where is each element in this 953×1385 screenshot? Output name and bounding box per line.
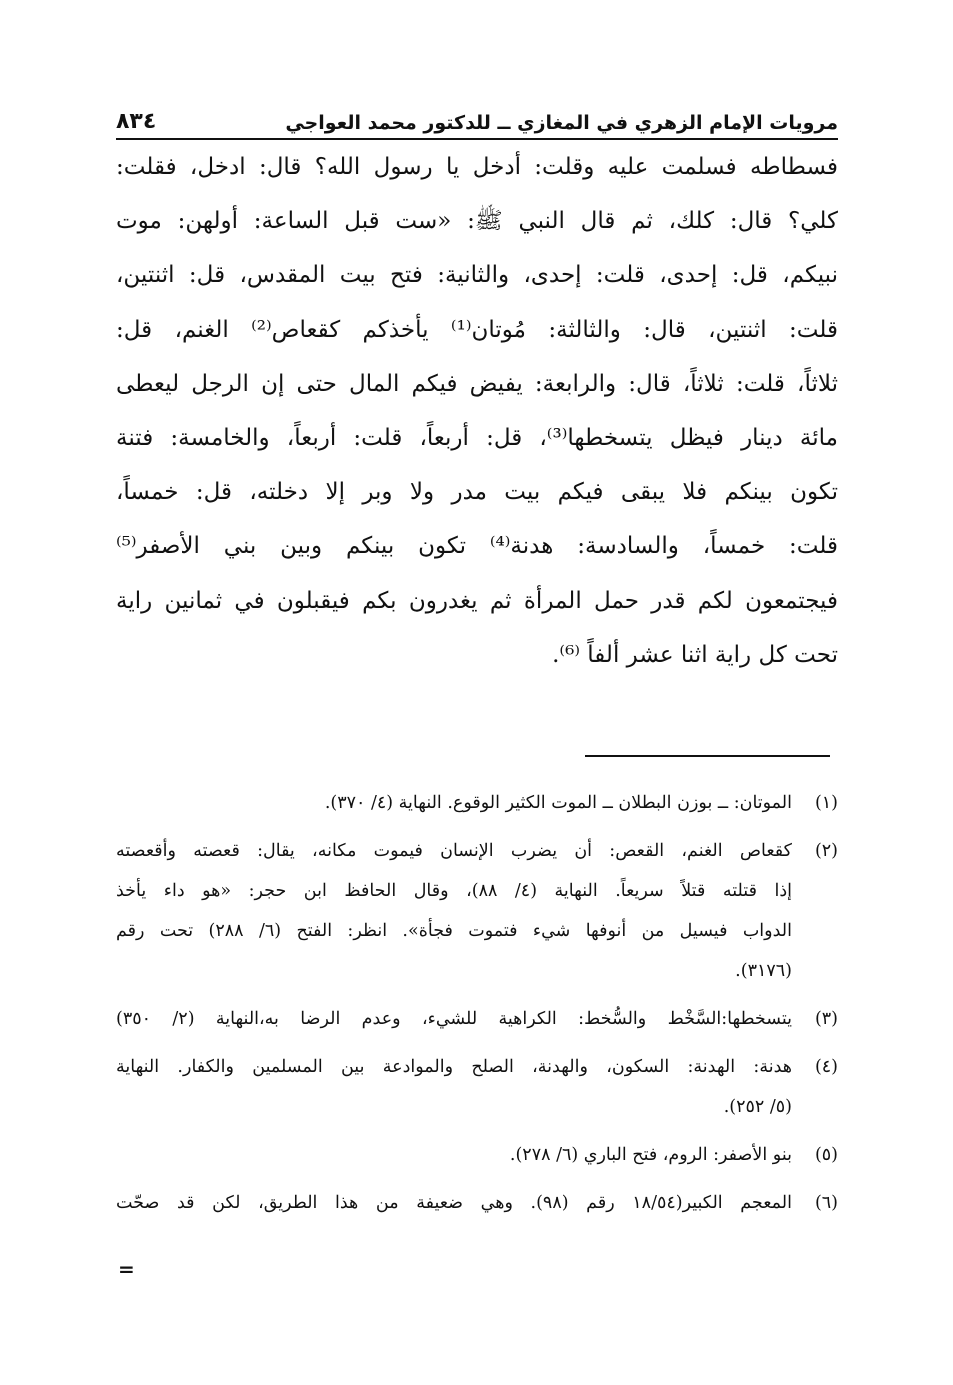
running-header <box>116 94 838 140</box>
footnote-line: يتسخطها:السَّخْط والسُّخط: الكراهية للشيء، وعدم الرضا به،النهاية (٢/ ٣٥٠) <box>116 1009 792 1029</box>
page-number: ٨٣٤ <box>116 109 157 134</box>
body-line: تحت كل راية اثنا عشر ألفاً ⁽⁶⁾. <box>552 641 838 668</box>
body-line: فيجتمعون لكم قدر حمل المرأة ثم يغدرون بكم فيقبلون في ثمانين راية <box>116 587 838 614</box>
header-title: مرويات الإمام الزهري في المغازي ــ للدكتور محمد العواجي <box>285 112 838 134</box>
footnotes <box>116 775 838 1223</box>
footnote-line: (٣١٧٦). <box>735 961 792 981</box>
body-line: نبيكم، قل: إحدى، قلت: إحدى، والثانية: فتح بيت المقدس، قل: اثنتين، <box>116 262 838 289</box>
body-line: قلت: اثنتين، قال: والثالثة: مُوتان⁽¹⁾ يأخذكم كقعاص⁽²⁾ الغنم، قل: <box>116 316 838 343</box>
footnote-line: الدواب فيسيل من أنوفها شيء فتموت فجأة». انظر: الفتح (٦/ ٢٨٨) تحت رقم <box>116 921 792 941</box>
footnote-line: الموتان: ــ بوزن البطلان ــ الموت الكثير الوقوع. النهاية (٤/ ٣٧٠). <box>324 793 792 813</box>
footnote-number: (٢) <box>814 841 838 861</box>
footnote-number: (٥) <box>814 1145 838 1165</box>
footnote-line: كقعاص الغنم، القعص: أن يضرب الإنسان فيموت مكانه، يقال: قعصته وأقعصته <box>116 841 792 861</box>
footnote-line: المعجم الكبير(١٨/٥٤ رقم (٩٨). وهي ضعيفة من هذا الطريق، لكن قد صحّت <box>116 1193 792 1213</box>
footnote-line: بنو الأصفر: الروم، فتح الباري (٦/ ٢٧٨). <box>509 1145 792 1165</box>
footnote-number: (١) <box>814 793 838 813</box>
footnote-number: (٦) <box>814 1193 838 1213</box>
footnote-1 <box>116 783 838 823</box>
body-line: مائة دينار فيظل يتسخطها⁽³⁾، قل: أربعاً، قلت: أربعاً، والخامسة: فتنة <box>116 424 838 451</box>
body-line: تكون بينكم فلا يبقى فيكم بيت مدر ولا وبر إلا دخلته، قل: خمساً، <box>116 479 838 506</box>
footnote-5 <box>116 1135 838 1175</box>
footnote-4 <box>116 1047 838 1127</box>
footnote-2 <box>116 831 838 991</box>
body-line: فسطاطه فسلمت عليه وقلت: أدخل يا رسول الله؟ قال: ادخل، فقلت: <box>116 154 838 180</box>
footnote-number: (٤) <box>814 1057 838 1077</box>
footnote-separator <box>585 755 830 757</box>
body-line: كلي؟ قال: كلك، ثم قال النبي ﷺ: «ست قبل الساعة: أولهن: موت <box>116 208 838 235</box>
body-text <box>116 140 838 682</box>
footnote-line: هدنة: الهدنة: السكون، والهدنة، الصلح والموادعة بين المسلمين والكفار. النهاية <box>116 1057 792 1077</box>
body-line: ثلاثاً، قلت: ثلاثاً، قال: والرابعة: يفيض فيكم المال حتى إن الرجل ليعطى <box>116 370 838 397</box>
continuation-mark: = <box>118 1257 135 1281</box>
footnote-3 <box>116 999 838 1039</box>
body-line: قلت: خمساً، والسادسة: هدنة⁽⁴⁾ تكون بينكم وبين بني الأصفر⁽⁵⁾ <box>116 533 839 560</box>
footnote-number: (٣) <box>814 1009 838 1029</box>
footnote-6 <box>116 1183 838 1223</box>
footnote-line: إذا قتلته قتلاً سريعاً. النهاية (٤/ ٨٨)، وقال الحافظ ابن حجر: «هو داء يأخذ <box>116 881 792 901</box>
footnote-line: (٥/ ٢٥٢). <box>723 1097 792 1117</box>
